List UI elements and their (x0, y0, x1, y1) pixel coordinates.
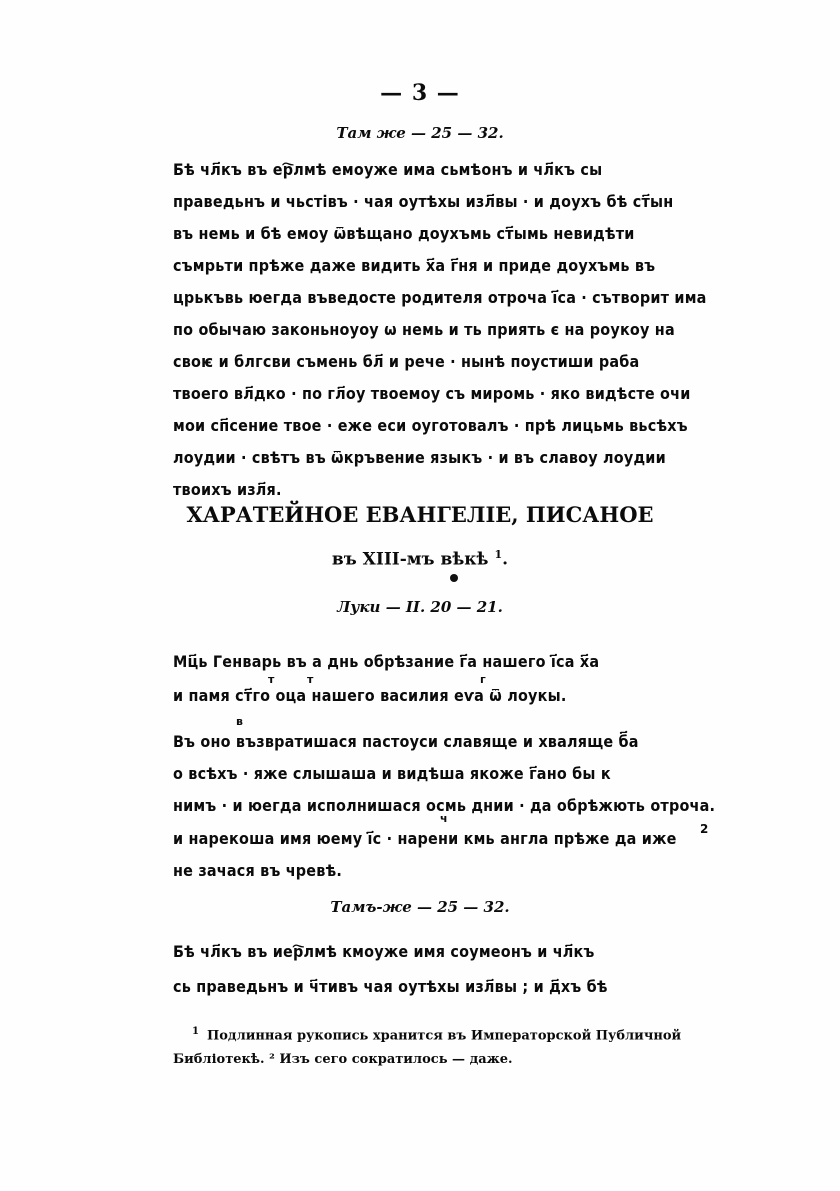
footnote-mark: 1 (192, 1026, 199, 1037)
footnote-2 (173, 1052, 513, 1067)
text-line: праведьнъ и чьстівъ · чая оутѣхы изл҃вы · и доухъ бѣ ст҃ын (173, 192, 674, 211)
ink-dot (450, 574, 458, 582)
text-line: о всѣхъ · яже слышаша и видѣша якоже г҃ано бы к (173, 764, 611, 783)
text-line: мои сп҃сение твое · еже еси оуготовалъ · прѣ лицьмь вьсѣхъ (173, 416, 688, 435)
footnote-text: Подлинная рукопись хранится въ Императорской Публичной (206, 1028, 682, 1044)
page-number: — 3 — (380, 80, 460, 106)
superscript-letter: в (236, 715, 243, 728)
text-line: црькъвь юегда въведосте родителя отроча і҃са · сътворит има (173, 288, 707, 307)
text-line: и нарекоша имя юему і҃с · нарени кмь англа прѣже да иже (173, 829, 677, 848)
text-line: съмрьти прѣже даже видить х҃а г҃ня и приде доухъмь въ (173, 256, 656, 275)
scripture-reference-2: Луки — II. 20 — 21. (337, 598, 503, 616)
section-subheading: въ XIII-мъ вѣкѣ $^1$. (331, 548, 509, 570)
footnote-marker: 1 (494, 548, 503, 561)
text-line: Мц҃ь Генварь въ а днь обрѣзание г҃а нашего і҃са х҃а (173, 652, 600, 671)
text-line: по обычаю законьноуоу ѡ немь и ть приять є на роукоу на (173, 320, 675, 339)
footnote-text: Библіотекѣ. ² Изъ сего сократилось — даже. (173, 1052, 513, 1067)
superscript-letter: т (268, 673, 275, 686)
text-line: твоихъ изл҃я. (173, 480, 282, 499)
text-line: Бѣ чл҃къ въ иер҇лмѣ кмоуже имя соумеонъ и чл҃къ (173, 942, 595, 961)
superscript-letter: т (307, 673, 314, 686)
superscript-letter: ч (440, 812, 448, 825)
text-line: и памя ст҃го оца нашего василия еѵа ѿ лоукы. (173, 686, 567, 705)
text-line: Бѣ чл҃къ въ ер҇лмѣ емоуже има сьмѣонъ и чл҃къ сы (173, 160, 603, 179)
scripture-reference-3: Тамъ-же — 25 — 32. (330, 898, 510, 916)
footnote-marker: 2 (700, 822, 709, 836)
text-line: въ немь и бѣ емоу ѿвѣщано доухъмь ст҃ымь невидѣти (173, 224, 635, 243)
text-line: не зачася въ чревѣ. (173, 861, 343, 880)
scripture-reference-1: Там же — 25 — 32. (336, 124, 504, 142)
text-line: своѥ и блгсви съмень бл҃ и рече · нынѣ поустиши раба (173, 352, 640, 371)
text-line: твоего вл҃дко · по гл҃оу твоемоу съ миромь · яко видѣсте очи (173, 384, 691, 403)
superscript-letter: г (480, 673, 486, 686)
text-line: нимъ · и юегда исполнишася осмь днии · да обрѣжють отроча. (173, 796, 716, 815)
subheading-text: въ XIII-мъ вѣкѣ (331, 549, 489, 570)
text-line: лоудии · свѣтъ въ ѿкръвение языкъ · и въ славоу лоудии (173, 448, 666, 467)
footnote-1 (192, 1026, 681, 1043)
text-line: Въ оно възвратишася пастоуси славяще и хваляще б҃а (173, 732, 639, 751)
text-line: сь праведьнъ и ч҃тивъ чая оутѣхы изл҃вы ; и д҃хъ бѣ (173, 977, 608, 996)
section-heading: ХАРАТЕЙНОЕ ЕВАНГЕЛІЕ, ПИСАНОЕ (186, 502, 654, 527)
